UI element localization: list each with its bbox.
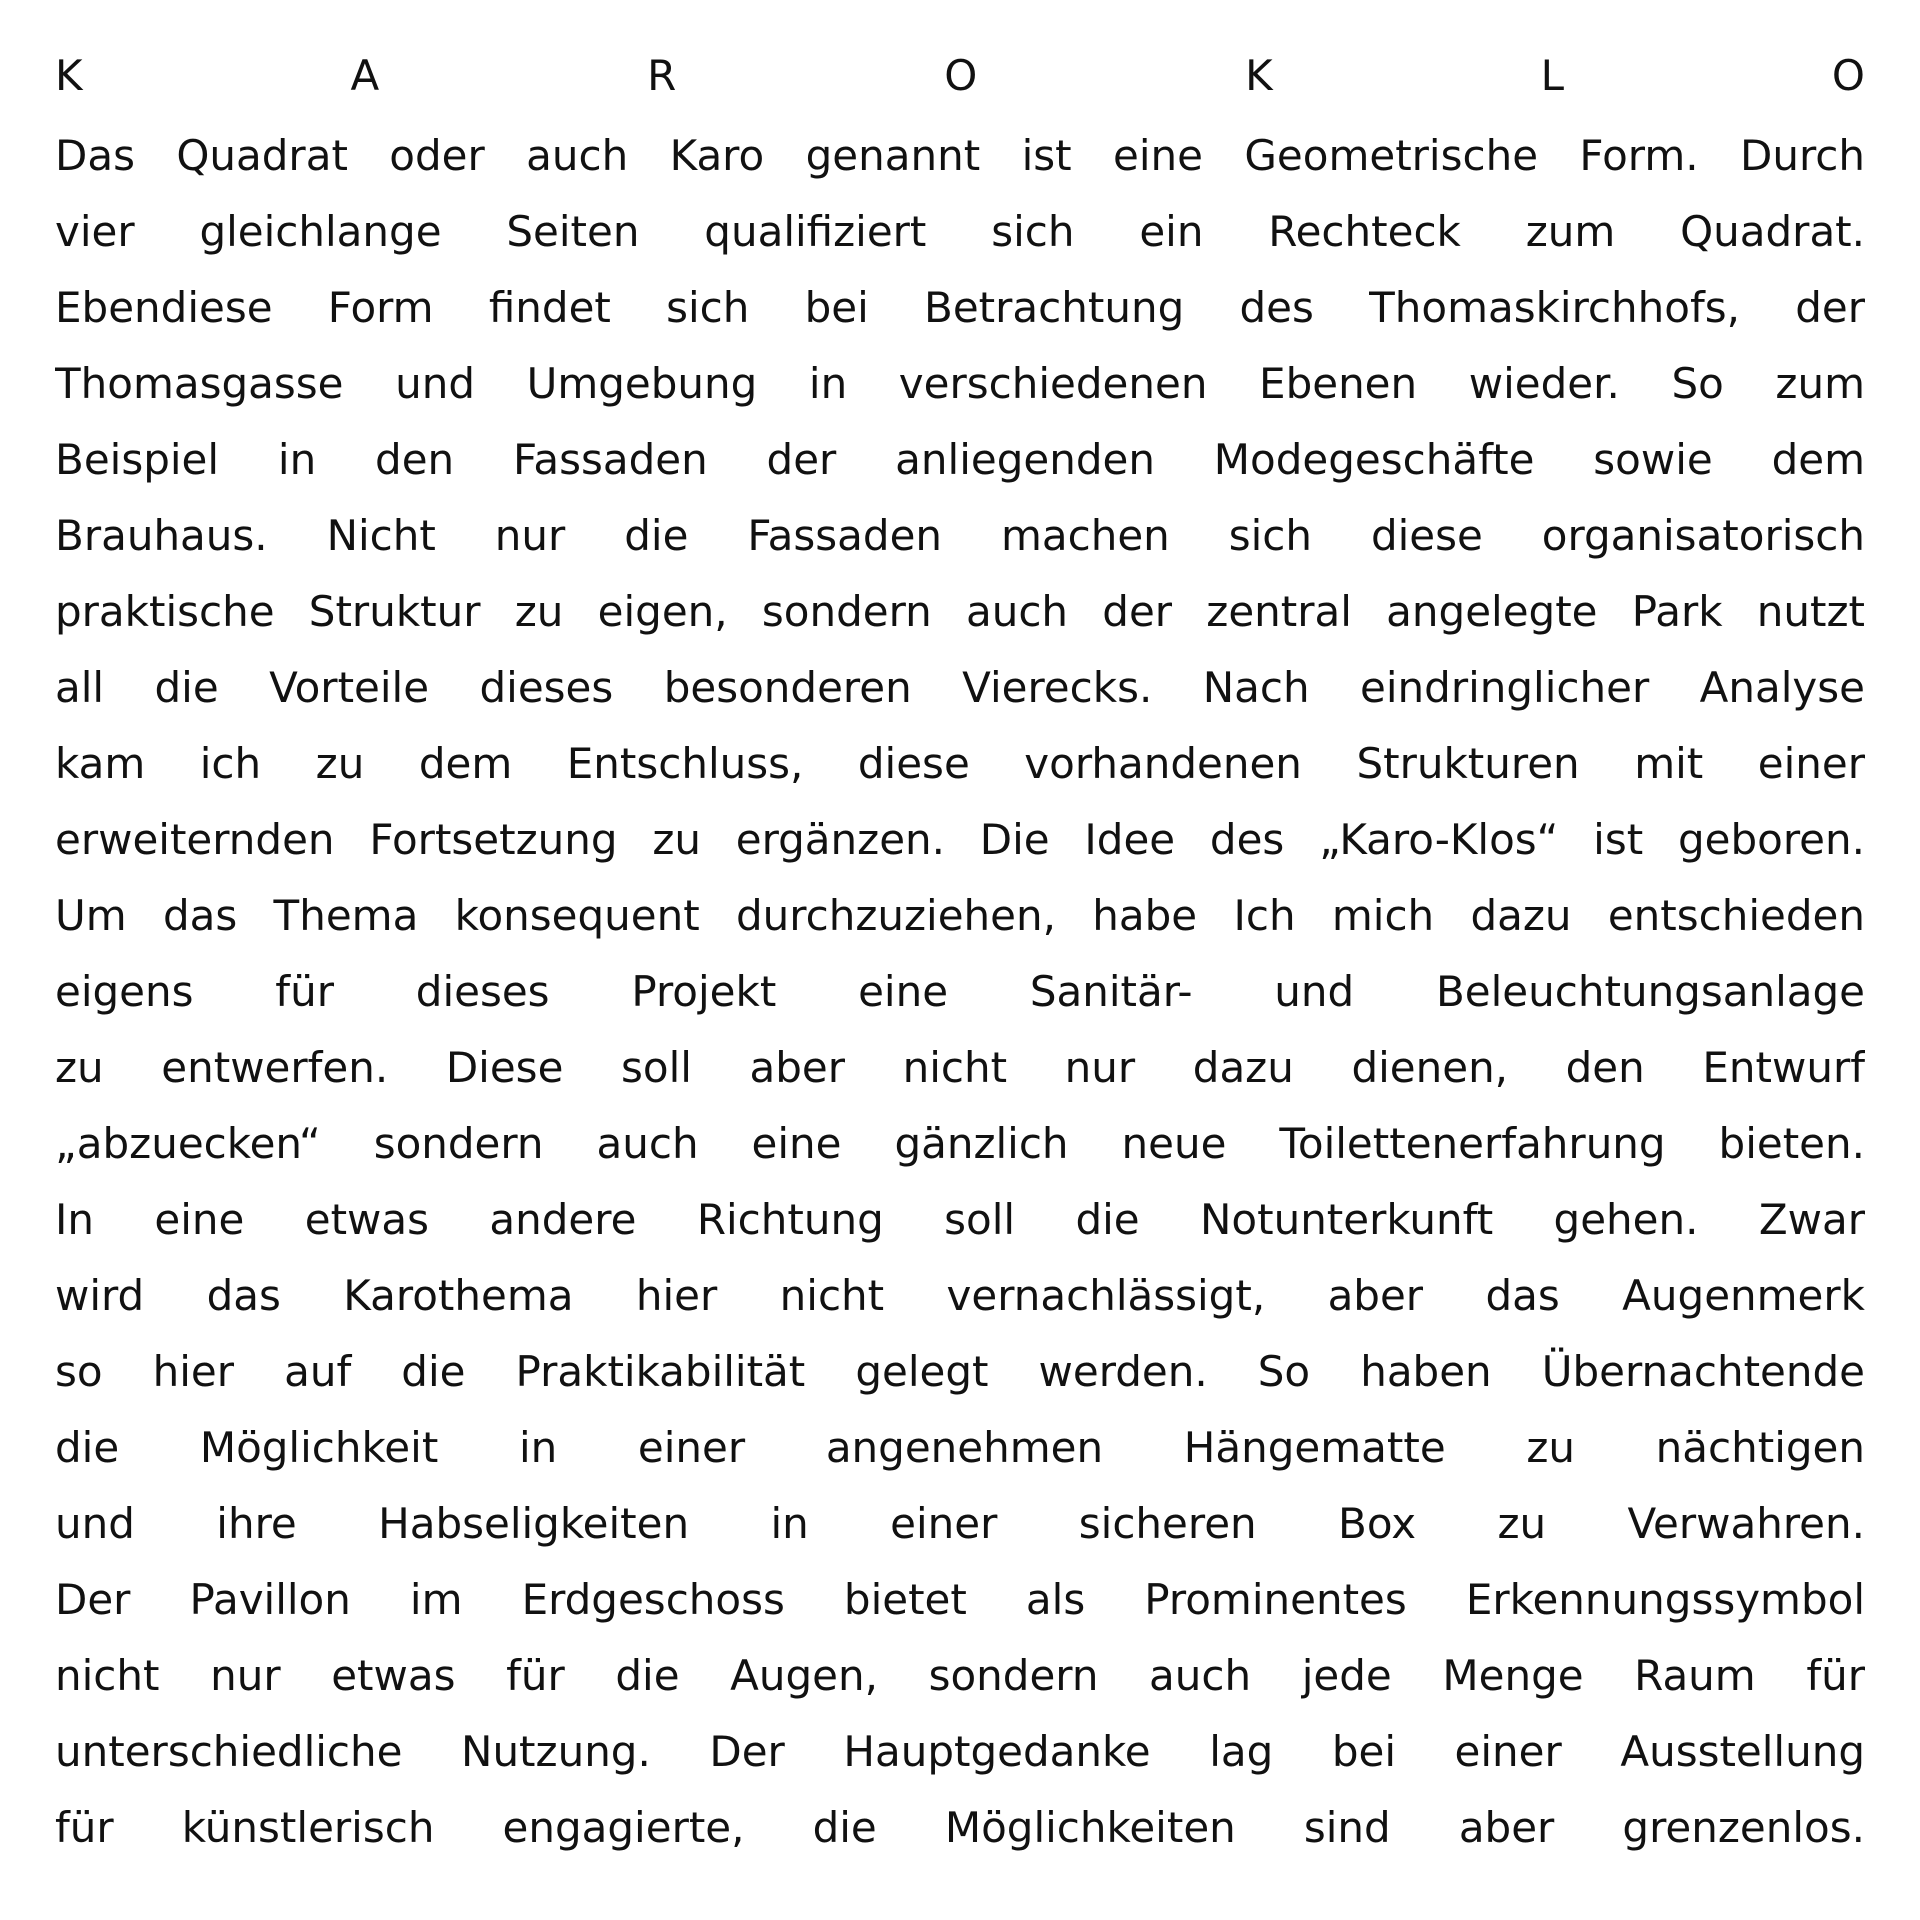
text-line: für künstlerisch engagierte, die Möglichkeiten sind aber grenzenlos. — [55, 1803, 1865, 1852]
text-line: Der Pavillon im Erdgeschoss bietet als Prominentes Erkennungssymbol — [55, 1575, 1865, 1624]
document-title — [55, 48, 1865, 104]
text-line: Thomasgasse und Umgebung in verschiedenen Ebenen wieder. So zum — [55, 359, 1865, 408]
text-line: Das Quadrat oder auch Karo genannt ist eine Geometrische Form. Durch — [55, 131, 1865, 180]
text-line: zu entwerfen. Diese soll aber nicht nur dazu dienen, den Entwurf — [55, 1043, 1865, 1092]
title-letter: L — [1540, 51, 1565, 100]
text-line: vier gleichlange Seiten qualifiziert sich ein Rechteck zum Quadrat. — [55, 207, 1865, 256]
text-line: kam ich zu dem Entschluss, diese vorhandenen Strukturen mit einer — [55, 739, 1865, 788]
text-line: erweiternden Fortsetzung zu ergänzen. Die Idee des „Karo-Klos“ ist geboren. — [55, 815, 1865, 864]
title-letter: O — [1831, 51, 1865, 100]
title-letter: K — [55, 51, 83, 100]
text-line: In eine etwas andere Richtung soll die Notunterkunft gehen. Zwar — [55, 1195, 1865, 1244]
text-line: eigens für dieses Projekt eine Sanitär- und Beleuchtungsanlage — [55, 967, 1865, 1016]
text-line: praktische Struktur zu eigen, sondern auch der zentral angelegte Park nutzt — [55, 587, 1865, 636]
title-letter: K — [1245, 51, 1273, 100]
title-letter: A — [350, 51, 380, 100]
text-line: wird das Karothema hier nicht vernachlässigt, aber das Augenmerk — [55, 1271, 1865, 1320]
text-line: die Möglichkeit in einer angenehmen Hängematte zu nächtigen — [55, 1423, 1865, 1472]
text-line: Ebendiese Form findet sich bei Betrachtung des Thomaskirchhofs, der — [55, 283, 1865, 332]
text-line: „abzuecken“ sondern auch eine gänzlich neue Toilettenerfahrung bieten. — [55, 1119, 1865, 1168]
text-line: Brauhaus. Nicht nur die Fassaden machen sich diese organisatorisch — [55, 511, 1865, 560]
body-paragraph — [55, 118, 1865, 1866]
text-line: all die Vorteile dieses besonderen Vierecks. Nach eindringlicher Analyse — [55, 663, 1865, 712]
title-letter: O — [944, 51, 978, 100]
text-line: unterschiedliche Nutzung. Der Hauptgedanke lag bei einer Ausstellung — [55, 1727, 1865, 1776]
text-line: Beispiel in den Fassaden der anliegenden Modegeschäfte sowie dem — [55, 435, 1865, 484]
title-letter: R — [647, 51, 677, 100]
text-line: so hier auf die Praktikabilität gelegt werden. So haben Übernachtende — [55, 1347, 1865, 1396]
text-line: Um das Thema konsequent durchzuziehen, habe Ich mich dazu entschieden — [55, 891, 1865, 940]
text-line: nicht nur etwas für die Augen, sondern auch jede Menge Raum für — [55, 1651, 1865, 1700]
text-line: und ihre Habseligkeiten in einer sicheren Box zu Verwahren. — [55, 1499, 1865, 1548]
